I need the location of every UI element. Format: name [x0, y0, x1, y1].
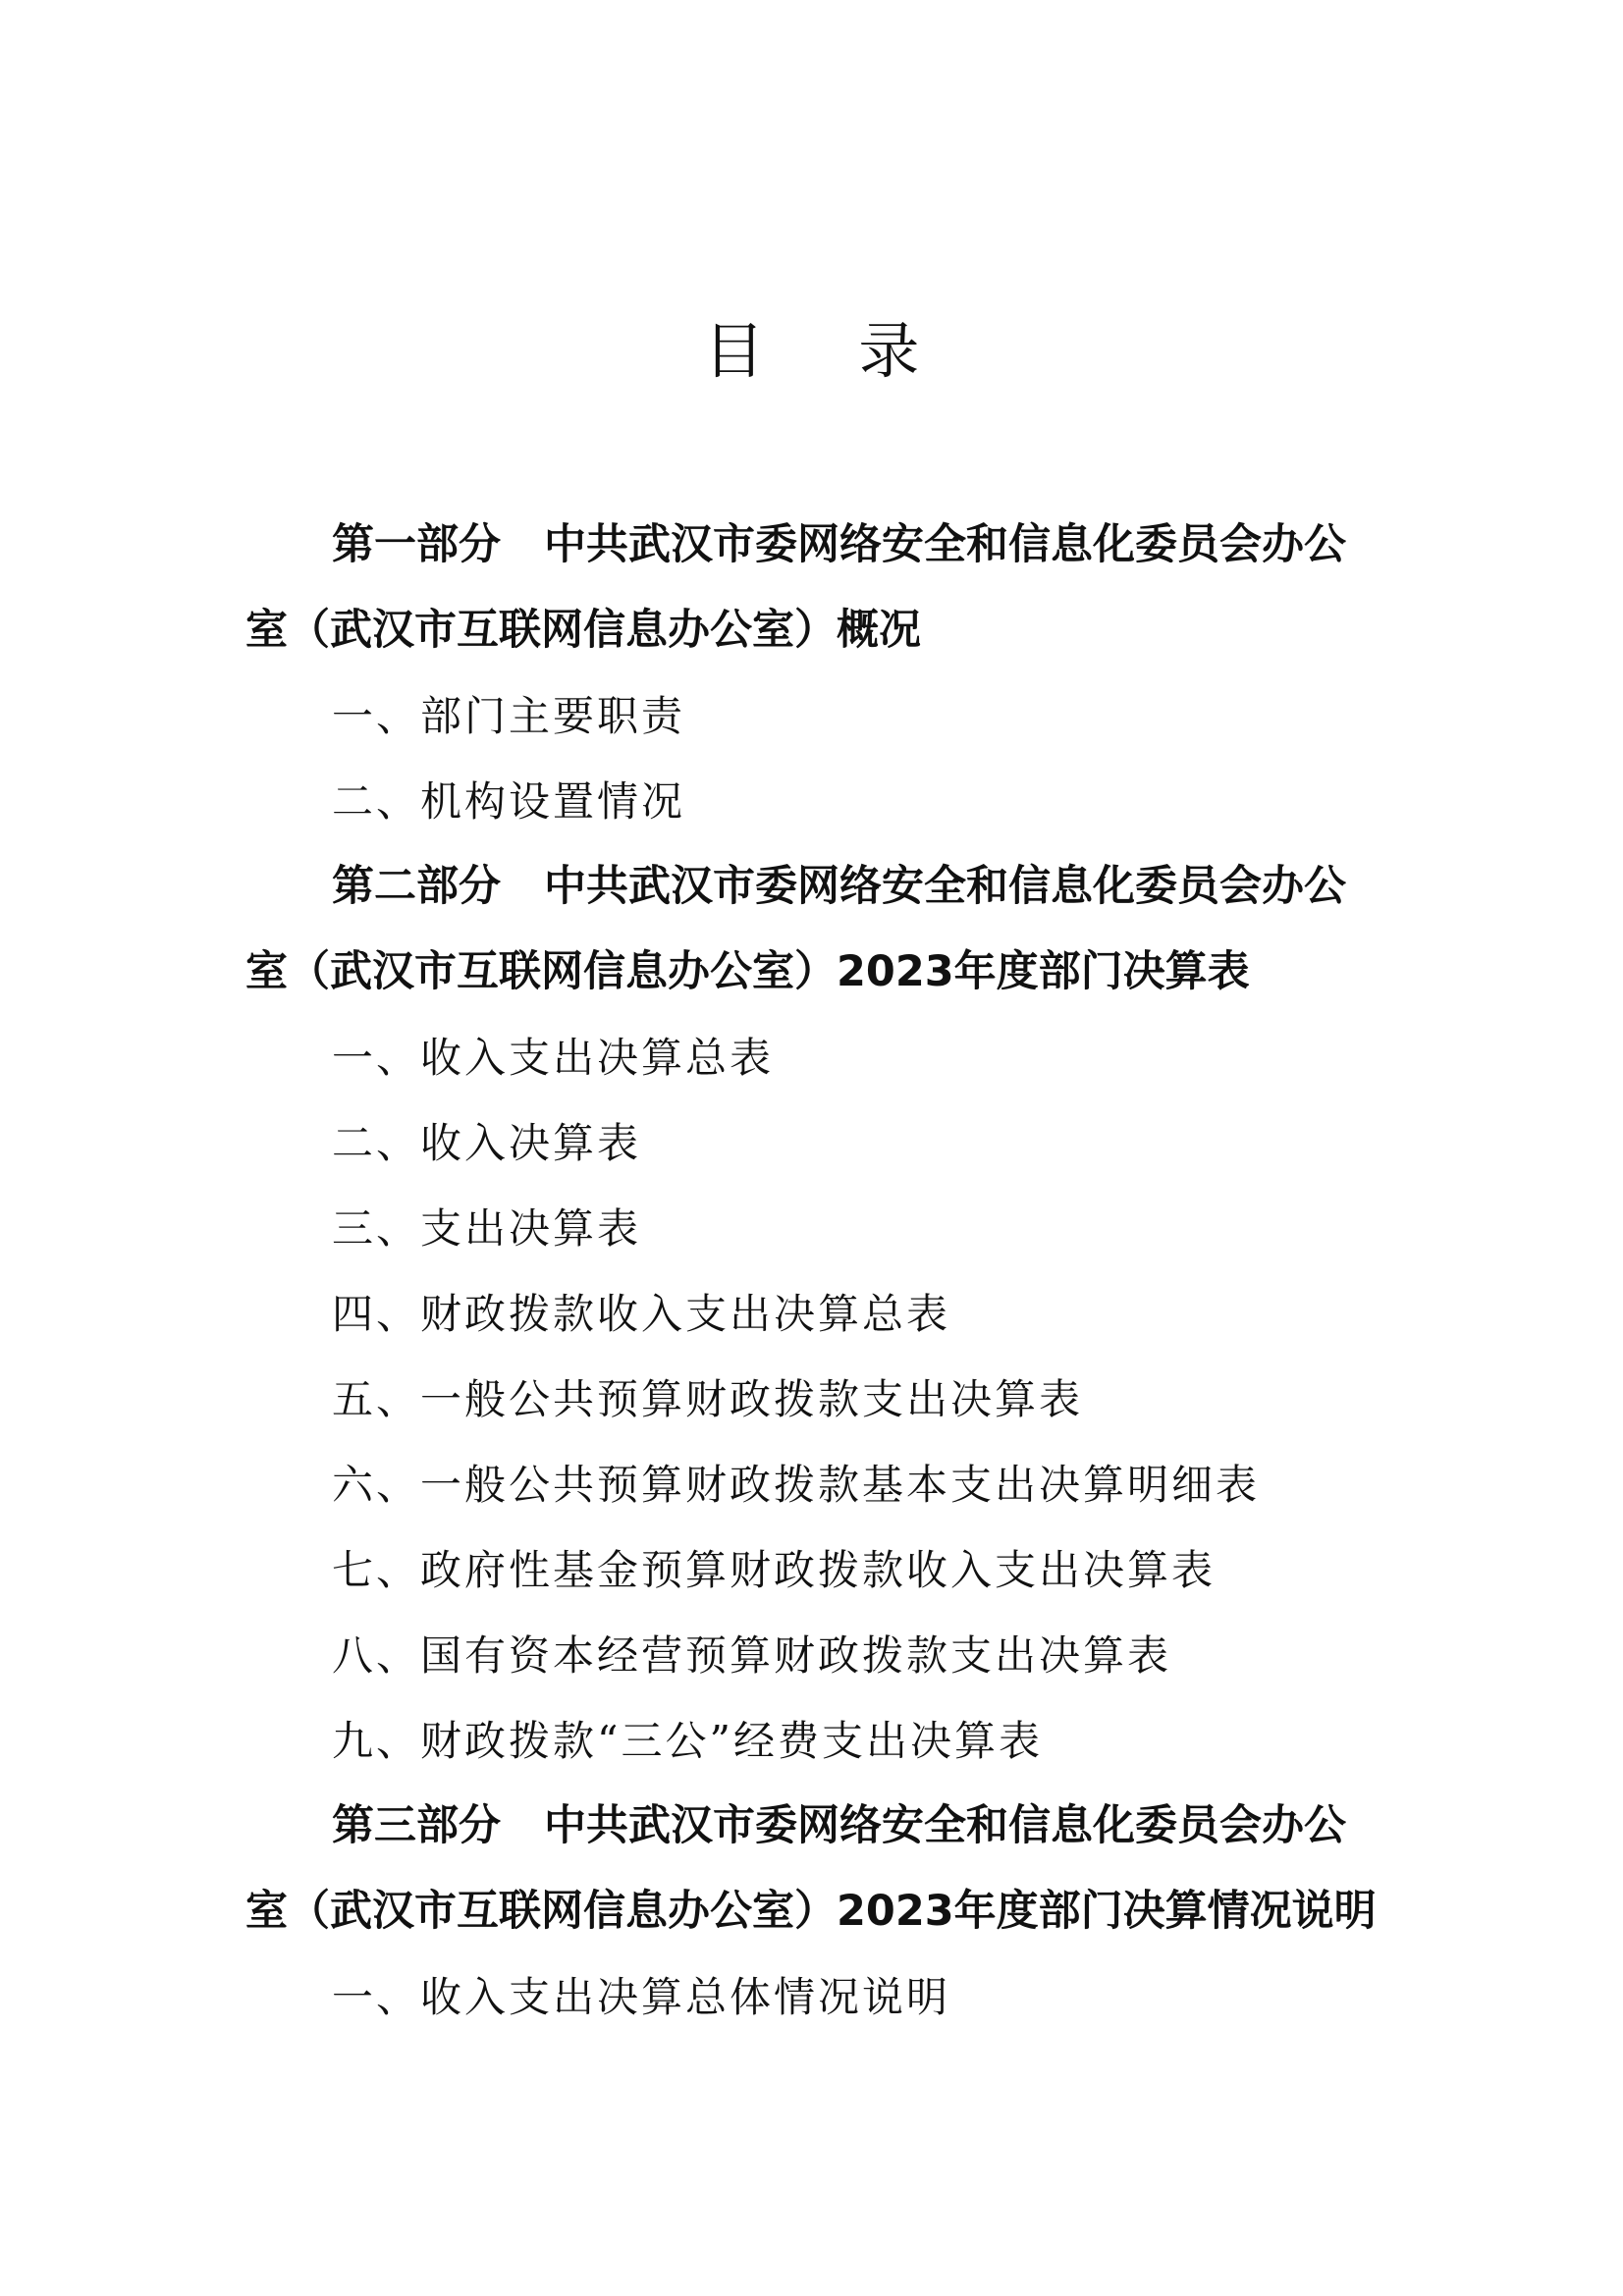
toc-item: 二、机构设置情况 — [332, 777, 686, 826]
table-of-contents — [245, 503, 1384, 2040]
toc-item: 九、财政拨款“三公”经费支出决算表 — [332, 1717, 1043, 1765]
toc-item: 三、支出决算表 — [332, 1204, 642, 1253]
toc-part-2-title: 中共武汉市委网络安全和信息化委员会办公室（武汉市互联网信息办公室）2023年度部门决算表 — [245, 862, 1346, 996]
toc-part-2-heading — [245, 844, 1384, 1015]
toc-part-2-label: 第二部分 — [332, 862, 501, 911]
page-title: 目 录 — [703, 315, 957, 387]
toc-item: 二、收入决算表 — [332, 1119, 642, 1167]
toc-item: 八、国有资本经营预算财政拨款支出决算表 — [332, 1631, 1172, 1680]
toc-item: 七、政府性基金预算财政拨款收入支出决算表 — [332, 1546, 1217, 1594]
toc-item: 五、一般公共预算财政拨款支出决算表 — [332, 1375, 1084, 1423]
toc-part-1-label: 第一部分 — [332, 520, 501, 569]
toc-part-3-heading — [245, 1784, 1384, 1954]
toc-part-1-title: 中共武汉市委网络安全和信息化委员会办公室（武汉市互联网信息办公室）概况 — [245, 520, 1346, 655]
toc-part-3-title: 中共武汉市委网络安全和信息化委员会办公室（武汉市互联网信息办公室）2023年度部门决算情况说明 — [245, 1801, 1377, 1936]
toc-item: 一、收入支出决算总表 — [332, 1034, 775, 1082]
toc-part-3-label: 第三部分 — [332, 1801, 501, 1850]
toc-item: 一、部门主要职责 — [332, 692, 686, 740]
toc-item: 一、收入支出决算总体情况说明 — [332, 1973, 951, 2021]
toc-item: 四、财政拨款收入支出决算总表 — [332, 1290, 951, 1338]
toc-part-1-heading — [245, 503, 1384, 673]
toc-item: 六、一般公共预算财政拨款基本支出决算明细表 — [332, 1461, 1261, 1509]
